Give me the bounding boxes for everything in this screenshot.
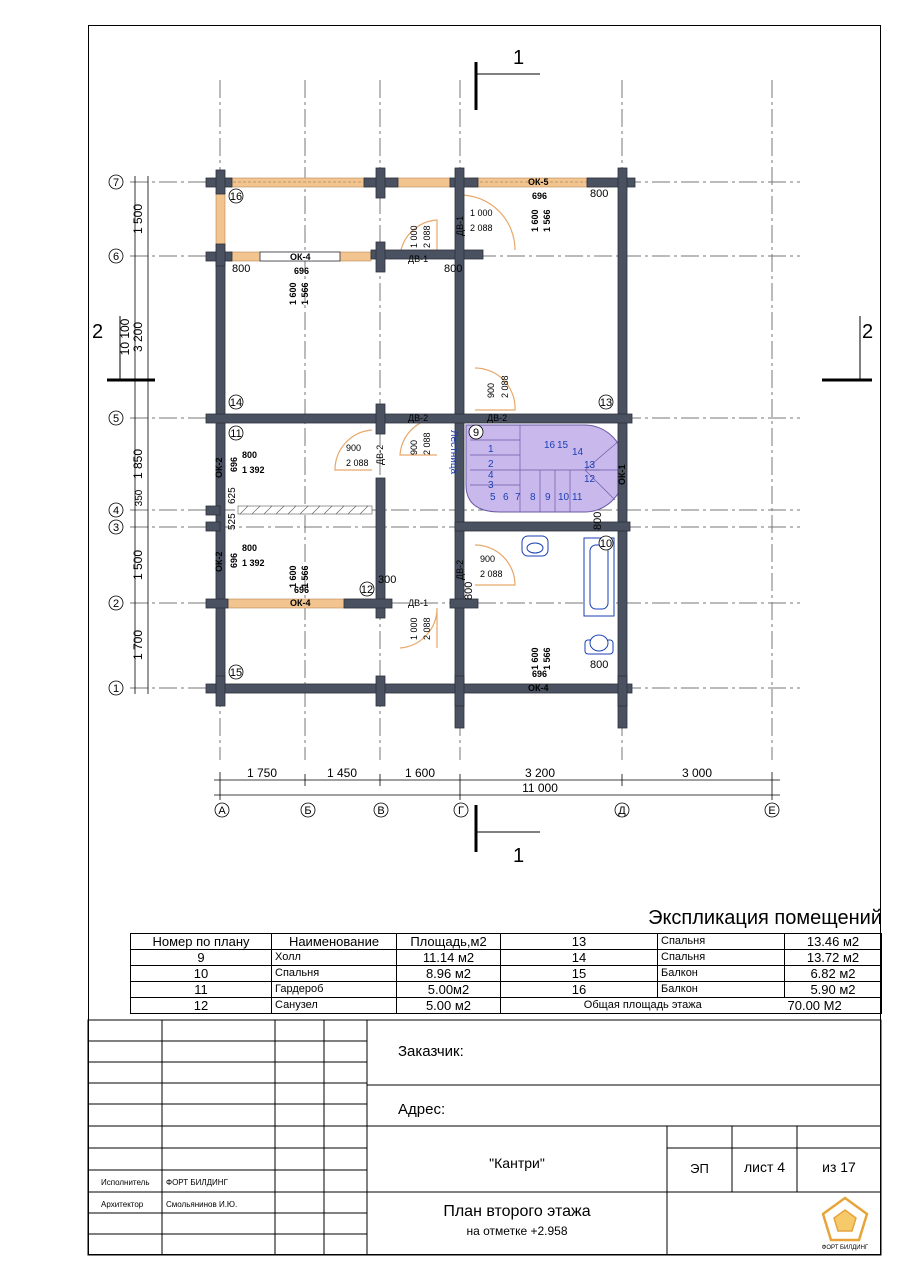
dv1-right-1000: 1 000 — [470, 208, 493, 218]
section-2-left: 2 — [92, 321, 104, 343]
dv2-mid-label: ДВ-2 — [408, 413, 429, 423]
ok4-bot-696: 696 — [532, 669, 548, 679]
sheet-subtitle: на отметке +2.958 — [466, 1224, 568, 1238]
dv2-stair-2088: 2 088 — [500, 375, 510, 398]
dim-bottom-3: 1 600 — [404, 766, 436, 780]
ok2-lower-800: 800 — [242, 543, 258, 553]
left-name-2: Спальня — [272, 966, 397, 982]
dv1-right-2088: 2 088 — [470, 223, 493, 233]
sheet-number: лист 4 — [743, 1159, 786, 1175]
dv1-top-2088: 2 088 — [422, 225, 432, 248]
axis-bubbles-bottom — [215, 803, 779, 817]
dv2-left-900: 900 — [346, 443, 362, 453]
header-num: Номер по плану — [131, 934, 272, 950]
ok4-bot-800: 800 — [590, 659, 609, 671]
section-1-bottom: 1 — [513, 845, 525, 867]
left-area-3: 5.00м2 — [397, 982, 501, 998]
stair-step-12: 12 — [584, 474, 596, 485]
axis-label-3: 3 — [112, 522, 120, 534]
dv2-bath-900: 900 — [480, 554, 496, 564]
dim-left-1: 1 500 — [131, 203, 145, 235]
axis-label-5: 5 — [112, 413, 120, 425]
right-name-1: Спальня — [658, 934, 785, 950]
stair-step-10: 10 — [558, 492, 570, 503]
left-name-1: Холл — [272, 950, 397, 966]
stair-step-16: 16 — [544, 440, 556, 451]
room-10-label: 10 — [599, 538, 613, 550]
stair-step-3: 3 — [488, 480, 494, 491]
dim-left-5: 1 500 — [131, 549, 145, 581]
ok1-label: ОК-1 — [617, 464, 627, 485]
room-11-label: 11 — [230, 428, 242, 440]
ok4-top-1566: 1 566 — [300, 282, 310, 305]
dim-bottom-total: 11 000 — [522, 781, 558, 795]
ok2-lower-696: 696 — [229, 552, 239, 568]
left-area-1: 11.14 м2 — [397, 950, 501, 966]
axis-label-g: Г — [458, 805, 464, 817]
ok4-bot-1600: 1 600 — [530, 647, 540, 670]
dv2-bath-2088: 2 088 — [480, 569, 503, 579]
section-1-top: 1 — [513, 47, 525, 69]
ok5-696: 696 — [532, 191, 548, 201]
right-name-3: Балкон — [658, 966, 785, 982]
room-15-label: 15 — [229, 667, 243, 679]
architect-label: Архитектор — [101, 1200, 144, 1209]
room-16-label: 16 — [229, 191, 243, 203]
ok4-bot-label: ОК-4 — [528, 683, 549, 693]
dim-left-4: 350 — [134, 489, 145, 507]
stair-label: Лестница — [448, 430, 459, 475]
stair-step-15: 15 — [557, 440, 569, 451]
customer-label: Заказчик: — [398, 1043, 464, 1060]
right-num-2: 14 — [501, 950, 658, 966]
axis-label-4: 4 — [112, 505, 120, 517]
dv2-stair-label: ДВ-2 — [487, 413, 508, 423]
door-300: 300 — [378, 574, 397, 586]
stair-step-8: 8 — [530, 492, 536, 503]
dv1-top-label: ДВ-1 — [408, 254, 429, 264]
dim-left-2: 3 200 — [131, 321, 145, 353]
right-area-1: 13.46 м2 — [785, 934, 882, 950]
room-9-label: 9 — [472, 427, 480, 439]
architect-value: Смольянинов И.Ю. — [166, 1200, 238, 1209]
dims-bottom — [247, 766, 712, 795]
dim-lines-left — [135, 176, 148, 694]
ok2-lower-label: ОК-2 — [214, 551, 224, 572]
sheet-title: План второго этажа — [443, 1203, 591, 1220]
dv2-bath-label: ДВ-2 — [455, 559, 465, 580]
stair-step-5: 5 — [490, 492, 496, 503]
left-name-4: Санузел — [272, 998, 397, 1014]
axis-label-v: В — [377, 805, 385, 817]
stair-step-4: 4 — [488, 470, 494, 481]
dv1-right-label: ДВ-1 — [455, 215, 465, 236]
room-12-label: 12 — [360, 584, 374, 596]
dv2-stair-900: 900 — [486, 382, 496, 398]
left-num-2: 10 — [131, 966, 272, 982]
header-area: Площадь,м2 — [397, 934, 501, 950]
left-num-3: 11 — [131, 982, 272, 998]
ok2-upper-1392: 1 392 — [242, 465, 265, 475]
dv2-left-2088: 2 088 — [346, 458, 369, 468]
stair-step-13: 13 — [584, 460, 596, 471]
left-area-2: 8.96 м2 — [397, 966, 501, 982]
dim-left-6: 1 700 — [131, 629, 145, 661]
dv1-top-1000: 1 000 — [409, 225, 419, 248]
plumbing — [522, 536, 614, 654]
dims-left — [118, 204, 145, 660]
room-13-label: 13 — [599, 397, 613, 409]
right-num-3: 15 — [501, 966, 658, 982]
ok2-upper-800: 800 — [242, 450, 258, 460]
ok4-top-800: 800 — [232, 263, 251, 275]
left-name-3: Гардероб — [272, 982, 397, 998]
stair-step-1: 1 — [488, 444, 494, 455]
axis-label-a: А — [218, 805, 226, 817]
dv1-bot-2088: 2 088 — [422, 617, 432, 640]
explication-title: Экспликация помещений — [648, 907, 882, 929]
dim-left-3: 1 850 — [131, 448, 145, 480]
executor-label: Исполнитель — [101, 1178, 150, 1187]
stair-step-14: 14 — [572, 447, 584, 458]
stair-step-11: 11 — [572, 492, 583, 503]
room-14-label: 14 — [229, 397, 243, 409]
table-row — [131, 966, 882, 982]
dim-bottom-1: 1 750 — [246, 766, 278, 780]
table-row — [131, 982, 882, 998]
ok4-mid-label: ОК-4 — [290, 598, 311, 608]
table-row — [131, 934, 882, 950]
stair-step-7: 7 — [515, 492, 521, 503]
right-name-2: Спальня — [658, 950, 785, 966]
ok5-1566: 1 566 — [542, 209, 552, 232]
dim-625: 625 — [227, 487, 238, 504]
axis-label-1: 1 — [112, 683, 120, 695]
door-800-top: 800 — [444, 263, 463, 275]
right-num-4: 16 — [501, 982, 658, 998]
axis-label-7: 7 — [112, 177, 120, 189]
ok2-upper-696: 696 — [229, 456, 239, 472]
door-labels — [227, 208, 604, 640]
dim-525: 525 — [227, 513, 238, 530]
total-label: Общая площадь этажа — [501, 998, 785, 1014]
sheets-total: из 17 — [822, 1159, 856, 1175]
door-800-stair: 800 — [592, 511, 604, 530]
dv1-bot-label: ДВ-1 — [408, 598, 429, 608]
ok2-upper-label: ОК-2 — [214, 457, 224, 478]
executor-value: ФОРТ БИЛДИНГ — [166, 1178, 228, 1187]
ok5-label: ОК-5 — [528, 177, 549, 187]
axis-numbers — [113, 177, 119, 695]
company-logo-icon — [823, 1198, 867, 1240]
axis-label-2: 2 — [112, 598, 120, 610]
ok4-bot-1566: 1 566 — [542, 647, 552, 670]
ok4-top-696: 696 — [294, 266, 310, 276]
axis-label-6: 6 — [112, 251, 120, 263]
door-800-bath: 800 — [463, 581, 475, 600]
right-num-1: 13 — [501, 934, 658, 950]
ok4-mid-696: 696 — [294, 585, 310, 595]
left-num-1: 9 — [131, 950, 272, 966]
dv2-left-label: ДВ-2 — [375, 444, 385, 465]
table-row — [131, 998, 882, 1014]
ok2-lower-1392: 1 392 — [242, 558, 265, 568]
right-name-4: Балкон — [658, 982, 785, 998]
stair-step-9: 9 — [545, 492, 551, 503]
axis-label-d: Д — [618, 805, 626, 817]
total-value: 70.00 М2 — [785, 998, 882, 1014]
dv1-bot-1000: 1 000 — [409, 617, 419, 640]
stair-step-6: 6 — [503, 492, 509, 503]
dim-bottom-4: 3 200 — [524, 766, 556, 780]
axis-label-e: Е — [768, 805, 776, 817]
logo-text: ФОРТ БИЛДИНГ — [821, 1245, 869, 1251]
explication-table — [130, 933, 882, 1014]
dv2-mid-2088: 2 088 — [422, 432, 432, 455]
left-area-4: 5.00 м2 — [397, 998, 501, 1014]
dim-left-total: 10 100 — [118, 318, 132, 356]
ok5-800: 800 — [590, 188, 609, 200]
right-area-4: 5.90 м2 — [785, 982, 882, 998]
header-name: Наименование — [272, 934, 397, 950]
ok4-top-label: ОК-4 — [290, 252, 311, 262]
dv2-mid-900: 900 — [409, 439, 419, 455]
dim-bottom-2: 1 450 — [326, 766, 358, 780]
ok4-top-1600: 1 600 — [288, 282, 298, 305]
address-label: Адрес: — [398, 1101, 446, 1118]
left-num-4: 12 — [131, 998, 272, 1014]
section-2-right: 2 — [862, 321, 874, 343]
project-name: "Кантри" — [489, 1155, 545, 1171]
stage-code: ЭП — [690, 1161, 709, 1176]
ok4-mid-1566: 1 566 — [300, 565, 310, 588]
table-row — [131, 950, 882, 966]
ok4-mid-1600: 1 600 — [288, 565, 298, 588]
stair-step-2: 2 — [488, 459, 494, 470]
axis-label-b: Б — [304, 805, 312, 817]
right-area-2: 13.72 м2 — [785, 950, 882, 966]
right-area-3: 6.82 м2 — [785, 966, 882, 982]
dim-bottom-5: 3 000 — [681, 766, 713, 780]
ok5-1600: 1 600 — [530, 209, 540, 232]
